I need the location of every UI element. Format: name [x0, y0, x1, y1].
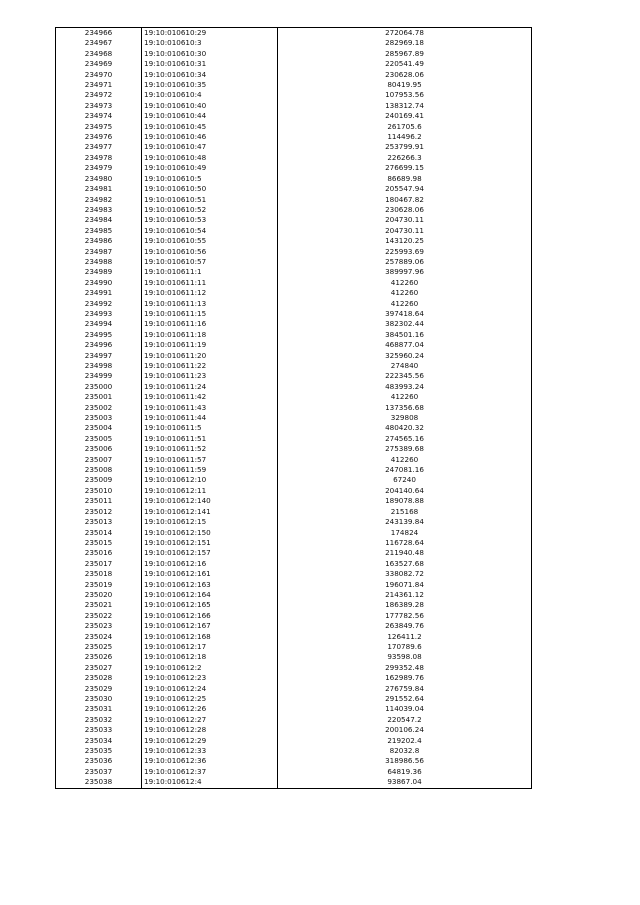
row-number-cell: 235031 [56, 704, 142, 714]
table-row [56, 382, 532, 392]
table-row [56, 632, 532, 642]
row-number-cell: 235000 [56, 382, 142, 392]
row-number-cell: 234986 [56, 236, 142, 246]
table-row [56, 736, 532, 746]
cadastral-number-cell: 19:10:010611:18 [142, 330, 278, 340]
table-row [56, 559, 532, 569]
value-cell: 162989.76 [278, 673, 532, 683]
row-number-cell: 235021 [56, 600, 142, 610]
cadastral-number-cell: 19:10:010610:50 [142, 184, 278, 194]
table-row [56, 278, 532, 288]
value-cell: 483993.24 [278, 382, 532, 392]
row-number-cell: 235037 [56, 767, 142, 777]
value-cell: 204730.11 [278, 226, 532, 236]
value-cell: 412260 [278, 288, 532, 298]
row-number-cell: 234995 [56, 330, 142, 340]
value-cell: 225993.69 [278, 247, 532, 257]
row-number-cell: 234977 [56, 142, 142, 152]
row-number-cell: 235015 [56, 538, 142, 548]
value-cell: 329808 [278, 413, 532, 423]
row-number-cell: 235009 [56, 475, 142, 485]
value-cell: 272064.78 [278, 28, 532, 39]
cadastral-number-cell: 19:10:010612:25 [142, 694, 278, 704]
cadastral-number-cell: 19:10:010611:19 [142, 340, 278, 350]
table-row [56, 184, 532, 194]
value-cell: 204730.11 [278, 215, 532, 225]
row-number-cell: 235023 [56, 621, 142, 631]
table-row [56, 756, 532, 766]
row-number-cell: 235008 [56, 465, 142, 475]
cadastral-number-cell: 19:10:010612:161 [142, 569, 278, 579]
cadastral-number-cell: 19:10:010610:34 [142, 70, 278, 80]
table-row [56, 28, 532, 39]
cadastral-number-cell: 19:10:010612:27 [142, 715, 278, 725]
value-cell: 230628.06 [278, 205, 532, 215]
cadastral-number-cell: 19:10:010610:46 [142, 132, 278, 142]
table-row [56, 174, 532, 184]
table-row [56, 715, 532, 725]
value-cell: 253799.91 [278, 142, 532, 152]
value-cell: 93867.04 [278, 777, 532, 788]
row-number-cell: 235005 [56, 434, 142, 444]
row-number-cell: 235001 [56, 392, 142, 402]
cadastral-number-cell: 19:10:010612:167 [142, 621, 278, 631]
value-cell: 275389.68 [278, 444, 532, 454]
table-row [56, 153, 532, 163]
table-row [56, 486, 532, 496]
row-number-cell: 234985 [56, 226, 142, 236]
table-row [56, 673, 532, 683]
value-cell: 412260 [278, 278, 532, 288]
table-row [56, 319, 532, 329]
value-cell: 126411.2 [278, 632, 532, 642]
cadastral-number-cell: 19:10:010610:44 [142, 111, 278, 121]
table-row [56, 195, 532, 205]
table-row [56, 580, 532, 590]
table-row [56, 226, 532, 236]
value-cell: 247081.16 [278, 465, 532, 475]
row-number-cell: 235017 [56, 559, 142, 569]
value-cell: 276759.84 [278, 684, 532, 694]
table-row [56, 621, 532, 631]
cadastral-number-cell: 19:10:010611:5 [142, 423, 278, 433]
cadastral-number-cell: 19:10:010611:16 [142, 319, 278, 329]
table-row [56, 163, 532, 173]
cadastral-number-cell: 19:10:010611:44 [142, 413, 278, 423]
table-row [56, 434, 532, 444]
row-number-cell: 234989 [56, 267, 142, 277]
value-cell: 274840 [278, 361, 532, 371]
cadastral-number-cell: 19:10:010612:164 [142, 590, 278, 600]
cadastral-number-cell: 19:10:010612:18 [142, 652, 278, 662]
table-row [56, 496, 532, 506]
value-cell: 220541.49 [278, 59, 532, 69]
table-row [56, 507, 532, 517]
table-row [56, 371, 532, 381]
row-number-cell: 234990 [56, 278, 142, 288]
table-row [56, 642, 532, 652]
table-row [56, 413, 532, 423]
cadastral-number-cell: 19:10:010610:31 [142, 59, 278, 69]
value-cell: 219202.4 [278, 736, 532, 746]
row-number-cell: 234968 [56, 49, 142, 59]
value-cell: 189078.88 [278, 496, 532, 506]
row-number-cell: 234969 [56, 59, 142, 69]
value-cell: 196071.84 [278, 580, 532, 590]
table-row [56, 777, 532, 788]
value-cell: 114039.04 [278, 704, 532, 714]
value-cell: 382302.44 [278, 319, 532, 329]
value-cell: 240169.41 [278, 111, 532, 121]
row-number-cell: 235004 [56, 423, 142, 433]
cadastral-number-cell: 19:10:010612:37 [142, 767, 278, 777]
table-row [56, 590, 532, 600]
row-number-cell: 235012 [56, 507, 142, 517]
value-cell: 138312.74 [278, 101, 532, 111]
value-cell: 243139.84 [278, 517, 532, 527]
row-number-cell: 234984 [56, 215, 142, 225]
row-number-cell: 235033 [56, 725, 142, 735]
row-number-cell: 235027 [56, 663, 142, 673]
row-number-cell: 235030 [56, 694, 142, 704]
cadastral-number-cell: 19:10:010612:10 [142, 475, 278, 485]
cadastral-number-cell: 19:10:010610:45 [142, 122, 278, 132]
row-number-cell: 235024 [56, 632, 142, 642]
value-cell: 200106.24 [278, 725, 532, 735]
value-cell: 480420.32 [278, 423, 532, 433]
table-row [56, 663, 532, 673]
value-cell: 137356.68 [278, 403, 532, 413]
cadastral-number-cell: 19:10:010612:168 [142, 632, 278, 642]
row-number-cell: 235022 [56, 611, 142, 621]
cadastral-number-cell: 19:10:010610:47 [142, 142, 278, 152]
row-number-cell: 234972 [56, 90, 142, 100]
table-row [56, 59, 532, 69]
cadastral-number-cell: 19:10:010612:165 [142, 600, 278, 610]
value-cell: 412260 [278, 299, 532, 309]
cadastral-number-cell: 19:10:010611:22 [142, 361, 278, 371]
value-cell: 204140.64 [278, 486, 532, 496]
value-cell: 211940.48 [278, 548, 532, 558]
cadastral-number-cell: 19:10:010612:29 [142, 736, 278, 746]
row-number-cell: 234998 [56, 361, 142, 371]
table-row [56, 257, 532, 267]
value-cell: 276699.15 [278, 163, 532, 173]
cadastral-number-cell: 19:10:010610:29 [142, 28, 278, 39]
value-cell: 226266.3 [278, 153, 532, 163]
row-number-cell: 235038 [56, 777, 142, 788]
cadastral-number-cell: 19:10:010612:26 [142, 704, 278, 714]
cadastral-number-cell: 19:10:010610:57 [142, 257, 278, 267]
cadastral-number-cell: 19:10:010612:163 [142, 580, 278, 590]
cadastral-number-cell: 19:10:010610:5 [142, 174, 278, 184]
value-cell: 338082.72 [278, 569, 532, 579]
row-number-cell: 235026 [56, 652, 142, 662]
value-cell: 274565.16 [278, 434, 532, 444]
table-row [56, 423, 532, 433]
table-row [56, 215, 532, 225]
cadastral-number-cell: 19:10:010611:43 [142, 403, 278, 413]
table-row [56, 236, 532, 246]
table-row [56, 528, 532, 538]
row-number-cell: 234966 [56, 28, 142, 39]
value-cell: 220547.2 [278, 715, 532, 725]
row-number-cell: 234974 [56, 111, 142, 121]
value-cell: 389997.96 [278, 267, 532, 277]
value-cell: 412260 [278, 455, 532, 465]
table-row [56, 361, 532, 371]
value-cell: 80419.95 [278, 80, 532, 90]
table-row [56, 111, 532, 121]
cadastral-number-cell: 19:10:010610:52 [142, 205, 278, 215]
cadastral-number-cell: 19:10:010611:52 [142, 444, 278, 454]
value-cell: 318986.56 [278, 756, 532, 766]
cadastral-number-cell: 19:10:010612:24 [142, 684, 278, 694]
row-number-cell: 234983 [56, 205, 142, 215]
table-row [56, 611, 532, 621]
value-cell: 257889.06 [278, 257, 532, 267]
value-cell: 64819.36 [278, 767, 532, 777]
table-row [56, 142, 532, 152]
value-cell: 222345.56 [278, 371, 532, 381]
row-number-cell: 235034 [56, 736, 142, 746]
row-number-cell: 234975 [56, 122, 142, 132]
table-row [56, 444, 532, 454]
row-number-cell: 235036 [56, 756, 142, 766]
row-number-cell: 234982 [56, 195, 142, 205]
table-row [56, 465, 532, 475]
value-cell: 163527.68 [278, 559, 532, 569]
value-cell: 93598.08 [278, 652, 532, 662]
data-table [55, 27, 532, 789]
table-row [56, 403, 532, 413]
table-row [56, 340, 532, 350]
value-cell: 82032.8 [278, 746, 532, 756]
row-number-cell: 234992 [56, 299, 142, 309]
cadastral-number-cell: 19:10:010610:53 [142, 215, 278, 225]
table-row [56, 309, 532, 319]
row-number-cell: 235002 [56, 403, 142, 413]
row-number-cell: 234970 [56, 70, 142, 80]
row-number-cell: 235028 [56, 673, 142, 683]
row-number-cell: 235007 [56, 455, 142, 465]
table-row [56, 267, 532, 277]
value-cell: 282969.18 [278, 38, 532, 48]
row-number-cell: 234978 [56, 153, 142, 163]
value-cell: 285967.89 [278, 49, 532, 59]
cadastral-number-cell: 19:10:010610:4 [142, 90, 278, 100]
cadastral-number-cell: 19:10:010612:141 [142, 507, 278, 517]
value-cell: 170789.6 [278, 642, 532, 652]
cadastral-number-cell: 19:10:010612:151 [142, 538, 278, 548]
table-row [56, 49, 532, 59]
cadastral-number-cell: 19:10:010610:3 [142, 38, 278, 48]
cadastral-number-cell: 19:10:010611:11 [142, 278, 278, 288]
cadastral-number-cell: 19:10:010610:54 [142, 226, 278, 236]
row-number-cell: 234993 [56, 309, 142, 319]
cadastral-number-cell: 19:10:010612:157 [142, 548, 278, 558]
table-row [56, 80, 532, 90]
cadastral-number-cell: 19:10:010612:23 [142, 673, 278, 683]
table-row [56, 538, 532, 548]
cadastral-number-cell: 19:10:010612:2 [142, 663, 278, 673]
value-cell: 215168 [278, 507, 532, 517]
row-number-cell: 234994 [56, 319, 142, 329]
table-row [56, 38, 532, 48]
row-number-cell: 235013 [56, 517, 142, 527]
table-row [56, 684, 532, 694]
table-row [56, 652, 532, 662]
row-number-cell: 235029 [56, 684, 142, 694]
row-number-cell: 234971 [56, 80, 142, 90]
cadastral-number-cell: 19:10:010611:42 [142, 392, 278, 402]
row-number-cell: 234997 [56, 351, 142, 361]
row-number-cell: 235016 [56, 548, 142, 558]
value-cell: 261705.6 [278, 122, 532, 132]
table-row [56, 122, 532, 132]
value-cell: 114496.2 [278, 132, 532, 142]
row-number-cell: 235011 [56, 496, 142, 506]
table-row [56, 725, 532, 735]
table-row [56, 517, 532, 527]
row-number-cell: 234973 [56, 101, 142, 111]
cadastral-number-cell: 19:10:010611:1 [142, 267, 278, 277]
value-cell: 180467.82 [278, 195, 532, 205]
cadastral-number-cell: 19:10:010612:16 [142, 559, 278, 569]
row-number-cell: 235020 [56, 590, 142, 600]
value-cell: 291552.64 [278, 694, 532, 704]
row-number-cell: 234991 [56, 288, 142, 298]
value-cell: 230628.06 [278, 70, 532, 80]
cadastral-number-cell: 19:10:010612:36 [142, 756, 278, 766]
cadastral-number-cell: 19:10:010611:20 [142, 351, 278, 361]
row-number-cell: 235019 [56, 580, 142, 590]
row-number-cell: 234996 [56, 340, 142, 350]
table-row [56, 330, 532, 340]
value-cell: 107953.56 [278, 90, 532, 100]
value-cell: 397418.64 [278, 309, 532, 319]
cadastral-number-cell: 19:10:010610:56 [142, 247, 278, 257]
table-row [56, 746, 532, 756]
row-number-cell: 235018 [56, 569, 142, 579]
cadastral-number-cell: 19:10:010612:28 [142, 725, 278, 735]
cadastral-number-cell: 19:10:010610:30 [142, 49, 278, 59]
cadastral-number-cell: 19:10:010610:49 [142, 163, 278, 173]
table-row [56, 351, 532, 361]
cadastral-number-cell: 19:10:010611:59 [142, 465, 278, 475]
value-cell: 468877.04 [278, 340, 532, 350]
cadastral-number-cell: 19:10:010611:24 [142, 382, 278, 392]
table-row [56, 205, 532, 215]
cadastral-number-cell: 19:10:010610:51 [142, 195, 278, 205]
table-row [56, 288, 532, 298]
cadastral-number-cell: 19:10:010610:40 [142, 101, 278, 111]
row-number-cell: 234981 [56, 184, 142, 194]
value-cell: 412260 [278, 392, 532, 402]
cadastral-number-cell: 19:10:010611:57 [142, 455, 278, 465]
cadastral-number-cell: 19:10:010612:15 [142, 517, 278, 527]
table-row [56, 70, 532, 80]
row-number-cell: 235025 [56, 642, 142, 652]
value-cell: 384501.16 [278, 330, 532, 340]
table-row [56, 247, 532, 257]
row-number-cell: 235032 [56, 715, 142, 725]
cadastral-number-cell: 19:10:010612:140 [142, 496, 278, 506]
table-row [56, 704, 532, 714]
value-cell: 263849.76 [278, 621, 532, 631]
value-cell: 186389.28 [278, 600, 532, 610]
value-cell: 214361.12 [278, 590, 532, 600]
cadastral-number-cell: 19:10:010610:48 [142, 153, 278, 163]
cadastral-number-cell: 19:10:010611:23 [142, 371, 278, 381]
row-number-cell: 235014 [56, 528, 142, 538]
row-number-cell: 234979 [56, 163, 142, 173]
value-cell: 299352.48 [278, 663, 532, 673]
cadastral-number-cell: 19:10:010610:55 [142, 236, 278, 246]
row-number-cell: 234999 [56, 371, 142, 381]
value-cell: 116728.64 [278, 538, 532, 548]
cadastral-number-cell: 19:10:010612:150 [142, 528, 278, 538]
value-cell: 67240 [278, 475, 532, 485]
value-cell: 177782.56 [278, 611, 532, 621]
row-number-cell: 235035 [56, 746, 142, 756]
cadastral-number-cell: 19:10:010612:166 [142, 611, 278, 621]
row-number-cell: 234987 [56, 247, 142, 257]
row-number-cell: 234988 [56, 257, 142, 267]
table-row [56, 299, 532, 309]
row-number-cell: 235006 [56, 444, 142, 454]
cadastral-number-cell: 19:10:010611:15 [142, 309, 278, 319]
value-cell: 143120.25 [278, 236, 532, 246]
value-cell: 174824 [278, 528, 532, 538]
table-row [56, 101, 532, 111]
table-row [56, 548, 532, 558]
cadastral-number-cell: 19:10:010611:51 [142, 434, 278, 444]
table-row [56, 455, 532, 465]
cadastral-number-cell: 19:10:010612:17 [142, 642, 278, 652]
table-row [56, 392, 532, 402]
cadastral-number-cell: 19:10:010612:4 [142, 777, 278, 788]
cadastral-number-cell: 19:10:010612:33 [142, 746, 278, 756]
row-number-cell: 235010 [56, 486, 142, 496]
row-number-cell: 234980 [56, 174, 142, 184]
value-cell: 205547.94 [278, 184, 532, 194]
table-row [56, 694, 532, 704]
table-row [56, 600, 532, 610]
table-row [56, 767, 532, 777]
table-row [56, 90, 532, 100]
table-row [56, 132, 532, 142]
table-body [56, 28, 532, 789]
cadastral-number-cell: 19:10:010611:13 [142, 299, 278, 309]
value-cell: 325960.24 [278, 351, 532, 361]
row-number-cell: 234976 [56, 132, 142, 142]
row-number-cell: 235003 [56, 413, 142, 423]
value-cell: 86689.98 [278, 174, 532, 184]
cadastral-number-cell: 19:10:010610:35 [142, 80, 278, 90]
table-row [56, 475, 532, 485]
table-row [56, 569, 532, 579]
cadastral-number-cell: 19:10:010611:12 [142, 288, 278, 298]
row-number-cell: 234967 [56, 38, 142, 48]
cadastral-number-cell: 19:10:010612:11 [142, 486, 278, 496]
